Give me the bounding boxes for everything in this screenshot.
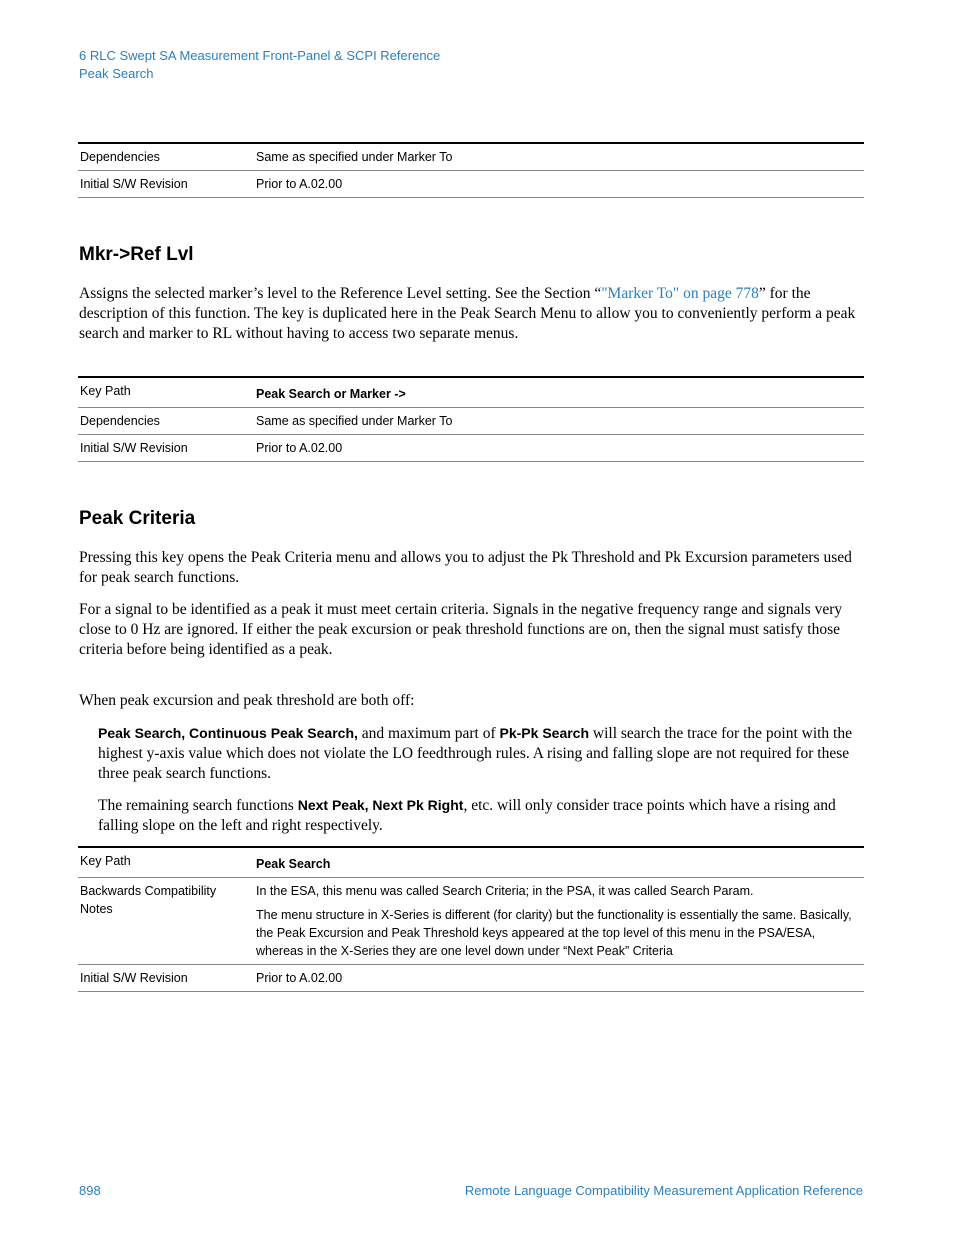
row-value: Prior to A.02.00 (256, 971, 343, 985)
table-row (78, 965, 864, 992)
row-label: Initial S/W Revision (80, 971, 188, 985)
row-label: Backwards Compatibility Notes (80, 884, 217, 916)
bold-term: Next Peak, Next Pk Right (297, 797, 464, 813)
table-mkr-ref-lvl (78, 376, 864, 462)
table-row (78, 171, 864, 198)
section-heading-peak-criteria: Peak Criteria (79, 508, 196, 529)
row-value: Prior to A.02.00 (256, 177, 343, 191)
bold-term: Pk-Pk Search (499, 725, 590, 741)
table-row (78, 377, 864, 408)
section-title: Peak Search (79, 66, 154, 81)
compat-note-1: In the ESA, this menu was called Search Criteria; in the PSA, it was called Search Param. (256, 884, 754, 898)
row-label: Initial S/W Revision (80, 177, 188, 191)
table-row (78, 408, 864, 435)
text-run: The remaining search functions (98, 797, 298, 814)
peak-criteria-off-note: When peak excursion and peak threshold are both off: (79, 692, 415, 709)
table-row (78, 878, 864, 965)
bold-term: Peak Search, Continuous Peak Search, (98, 725, 358, 741)
peak-criteria-intro: Pressing this key opens the Peak Criteria menu and allows you to adjust the Pk Threshold and Pk Excursion parameters used for peak search functions. (79, 549, 852, 586)
table-row (78, 435, 864, 462)
remaining-functions-note (98, 795, 864, 836)
table-marker-to-info (78, 142, 864, 198)
row-label: Key Path (80, 854, 131, 868)
running-header (79, 47, 440, 83)
footer-title: Remote Language Compatibility Measurement Application Reference (464, 1183, 863, 1198)
row-label: Initial S/W Revision (80, 441, 188, 455)
table-row (78, 847, 864, 878)
row-value: Same as specified under Marker To (256, 414, 453, 428)
row-value (254, 878, 864, 965)
mkr-ref-description (79, 284, 864, 344)
text-run: Assigns the selected marker’s level to the Reference Level setting. See the Section “ (79, 285, 602, 302)
compat-note-2: The menu structure in X-Series is different (for clarity) but the functionality is essentially the same. Basically, the Peak Excursion and Peak Threshold keys appeared at the top level of this menu in the PSA/ESA, whereas in the X-Series they are one level down under “Next Peak” Criteria (256, 908, 852, 958)
row-value: Peak Search (256, 857, 331, 871)
row-value: Prior to A.02.00 (256, 441, 343, 455)
table-peak-criteria (78, 846, 864, 992)
peak-criteria-rules: For a signal to be identified as a peak it must meet certain criteria. Signals in the negative frequency range and signals very close to 0 Hz are ignored. If either the peak excursion or peak threshold functions are on, then the signal must satisfy those criteria before being identified as a peak. (79, 601, 843, 658)
chapter-title: 6 RLC Swept SA Measurement Front-Panel & SCPI Reference (79, 48, 441, 63)
text-run: ” for the description of this function. The key is duplicated here in the Peak Search Menu to allow you to conveniently perform a peak search and marker to RL without having to access two separate menus. (79, 285, 856, 342)
table-row (78, 143, 864, 171)
page-number: 898 (79, 1183, 101, 1198)
text-run: and maximum part of (357, 725, 500, 742)
text-run: , etc. will only consider trace points which have a rising and falling slope on the left and right respectively. (98, 797, 836, 834)
row-value: Peak Search or Marker -> (256, 387, 406, 401)
section-heading-mkr-ref-lvl: Mkr->Ref Lvl (79, 244, 194, 265)
row-value: Same as specified under Marker To (256, 150, 453, 164)
row-label: Dependencies (80, 414, 160, 428)
row-label: Dependencies (80, 150, 160, 164)
marker-to-link[interactable]: "Marker To" on page 778 (601, 285, 759, 302)
text-run: will search the trace for the point with the highest y-axis value which does not violate the LO feedthrough rules. A rising and falling slope are not required for these three peak search functions. (98, 725, 852, 782)
row-label: Key Path (80, 384, 131, 398)
peak-search-functions-note (98, 723, 864, 784)
